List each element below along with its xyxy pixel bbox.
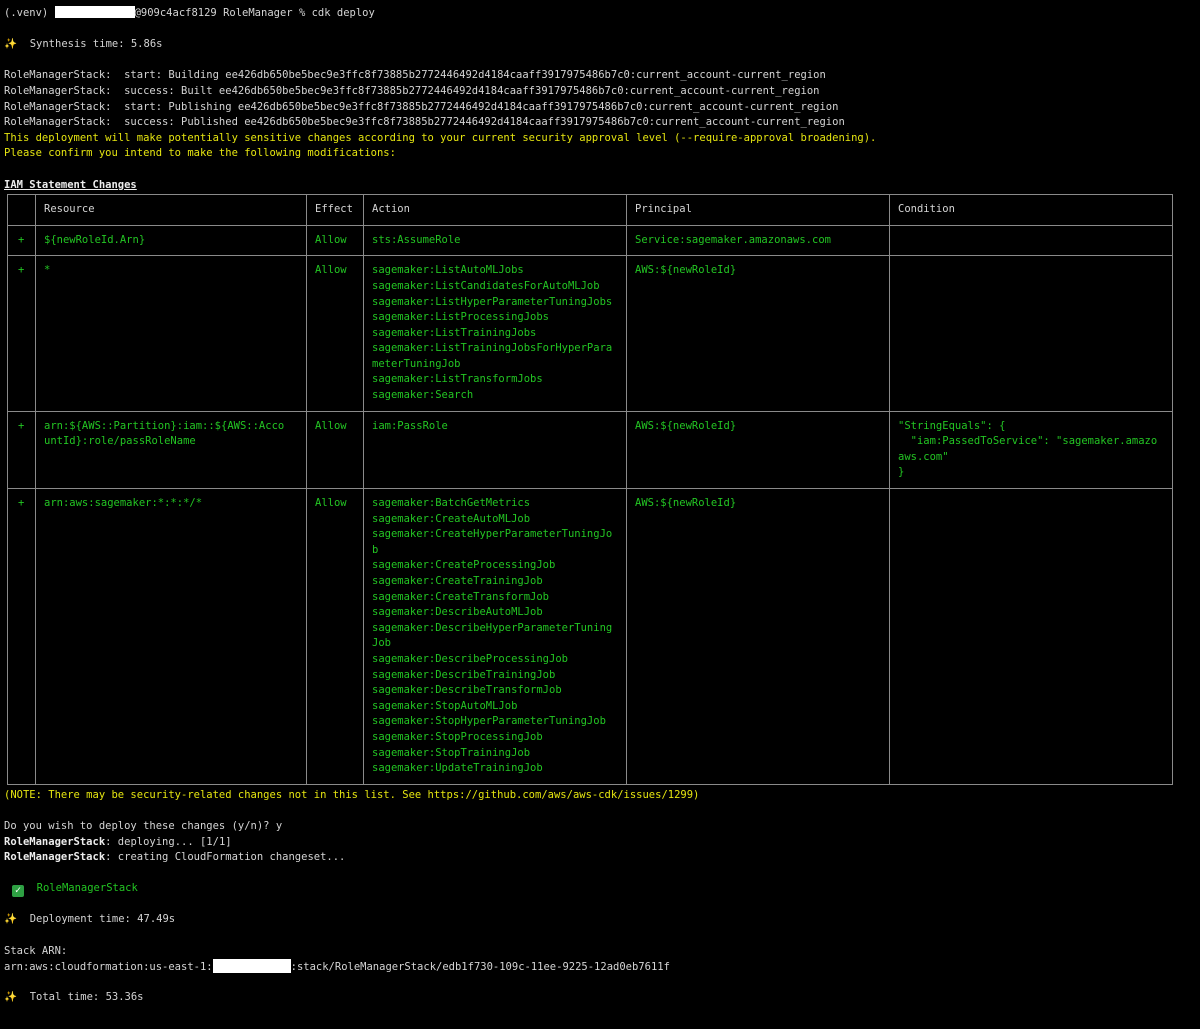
iam-changes-title: IAM Statement Changes <box>4 178 137 191</box>
principal-cell: Service:sagemaker.amazonaws.com <box>627 225 890 256</box>
log-line: RoleManagerStack: start: Publishing ee426db650be5bec9e3ffc8f73885b2772446492d4184caaff3917975486b7c0:current_account-current_region <box>4 100 839 113</box>
sparkles-icon: ✨ <box>4 913 18 926</box>
change-sign: + <box>8 256 36 411</box>
principal-cell: AWS:${newRoleId} <box>627 256 890 411</box>
stack-arn-label: Stack ARN: <box>4 944 68 957</box>
warning-line: Please confirm you intend to make the following modifications: <box>4 147 396 160</box>
redacted-account-id <box>213 959 291 973</box>
action-cell: sagemaker:ListAutoMLJobs sagemaker:ListCandidatesForAutoMLJob sagemaker:ListHyperParameterTuningJobs sagemaker:ListProcessingJobs sagemaker:ListTrainingJobs sagemaker:ListTrainingJobsForHyperPara meterTuningJob sagemaker:ListTransformJobs sagemaker:Search <box>364 256 627 411</box>
table-row <box>8 225 1173 256</box>
action-cell: iam:PassRole <box>364 411 627 488</box>
condition-cell <box>890 489 1173 785</box>
security-note: (NOTE: There may be security-related changes not in this list. See https://github.com/aws/aws-cdk/issues/1299) <box>4 788 700 801</box>
resource-cell: arn:aws:sagemaker:*:*:*/* <box>36 489 307 785</box>
warning-line: This deployment will make potentially sensitive changes according to your current security approval level (--require-approval broadening). <box>4 131 877 144</box>
resource-cell: ${newRoleId.Arn} <box>36 225 307 256</box>
header-cell <box>8 195 36 226</box>
deployment-time-line: ✨ Deployment time: 47.49s <box>4 913 176 926</box>
table-row <box>8 489 1173 785</box>
effect-cell: Allow <box>307 489 364 785</box>
header-cell: Action <box>364 195 627 226</box>
iam-changes-table <box>7 194 1173 785</box>
resource-cell: * <box>36 256 307 411</box>
stack-arn-value: arn:aws:cloudformation:us-east-1: :stack/RoleManagerStack/edb1f730-109c-11ee-9225-12ad0eb7611f <box>4 961 670 974</box>
total-time-line: ✨ Total time: 53.36s <box>4 991 144 1004</box>
effect-cell: Allow <box>307 225 364 256</box>
effect-cell: Allow <box>307 256 364 411</box>
synthesis-time-line: ✨ Synthesis time: 5.86s <box>4 38 163 51</box>
publish-log <box>4 68 1200 130</box>
deploy-status-line: RoleManagerStack: creating CloudFormation changeset... <box>4 851 346 864</box>
principal-cell: AWS:${newRoleId} <box>627 489 890 785</box>
table-header-row <box>8 195 1173 226</box>
header-cell: Resource <box>36 195 307 226</box>
condition-cell: "StringEquals": { "iam:PassedToService": "sagemaker.amazo aws.com" } <box>890 411 1173 488</box>
condition-cell <box>890 225 1173 256</box>
deploy-status-line: RoleManagerStack: deploying... [1/1] <box>4 835 232 848</box>
principal-cell: AWS:${newRoleId} <box>627 411 890 488</box>
resource-cell: arn:${AWS::Partition}:iam::${AWS::Acco untId}:role/passRoleName <box>36 411 307 488</box>
change-sign: + <box>8 225 36 256</box>
change-sign: + <box>8 411 36 488</box>
checkmark-icon: ✓ <box>12 885 24 897</box>
header-cell: Principal <box>627 195 890 226</box>
log-line: RoleManagerStack: success: Built ee426db650be5bec9e3ffc8f73885b2772446492d4184caaff3917975486b7c0:current_account-current_region <box>4 84 820 97</box>
table-row <box>8 256 1173 411</box>
sparkles-icon: ✨ <box>4 38 18 51</box>
confirm-prompt: Do you wish to deploy these changes (y/n)? y <box>4 819 283 832</box>
command-prompt: (.venv) @909c4acf8129 RoleManager % cdk deploy <box>4 7 375 19</box>
success-line: ✓ RoleManagerStack <box>4 881 1200 897</box>
table-row <box>8 411 1173 488</box>
log-line: RoleManagerStack: start: Building ee426db650be5bec9e3ffc8f73885b2772446492d4184caaff3917975486b7c0:current_account-current_region <box>4 69 826 82</box>
effect-cell: Allow <box>307 411 364 488</box>
change-sign: + <box>8 489 36 785</box>
header-cell: Effect <box>307 195 364 226</box>
log-line: RoleManagerStack: success: Published ee426db650be5bec9e3ffc8f73885b2772446492d4184caaff3917975486b7c0:current_account-current_region <box>4 116 845 129</box>
header-cell: Condition <box>890 195 1173 226</box>
redacted-username <box>55 6 135 18</box>
action-cell: sts:AssumeRole <box>364 225 627 256</box>
sparkles-icon: ✨ <box>4 991 18 1004</box>
condition-cell <box>890 256 1173 411</box>
action-cell: sagemaker:BatchGetMetrics sagemaker:CreateAutoMLJob sagemaker:CreateHyperParameterTuningJo b sagemaker:CreateProcessingJob sagemaker:CreateTrainingJob sagemaker:CreateTransformJob sagemaker:DescribeAutoMLJob sagemaker:DescribeHyperParameterTuning Job sagemaker:DescribeProcessingJob sagemaker:DescribeTrainingJob sagemaker:DescribeTransformJob sagemaker:StopAutoMLJob sagemaker:StopHyperParameterTuningJob sagemaker:StopProcessingJob sagemaker:StopTrainingJob sagemaker:UpdateTrainingJob <box>364 489 627 785</box>
